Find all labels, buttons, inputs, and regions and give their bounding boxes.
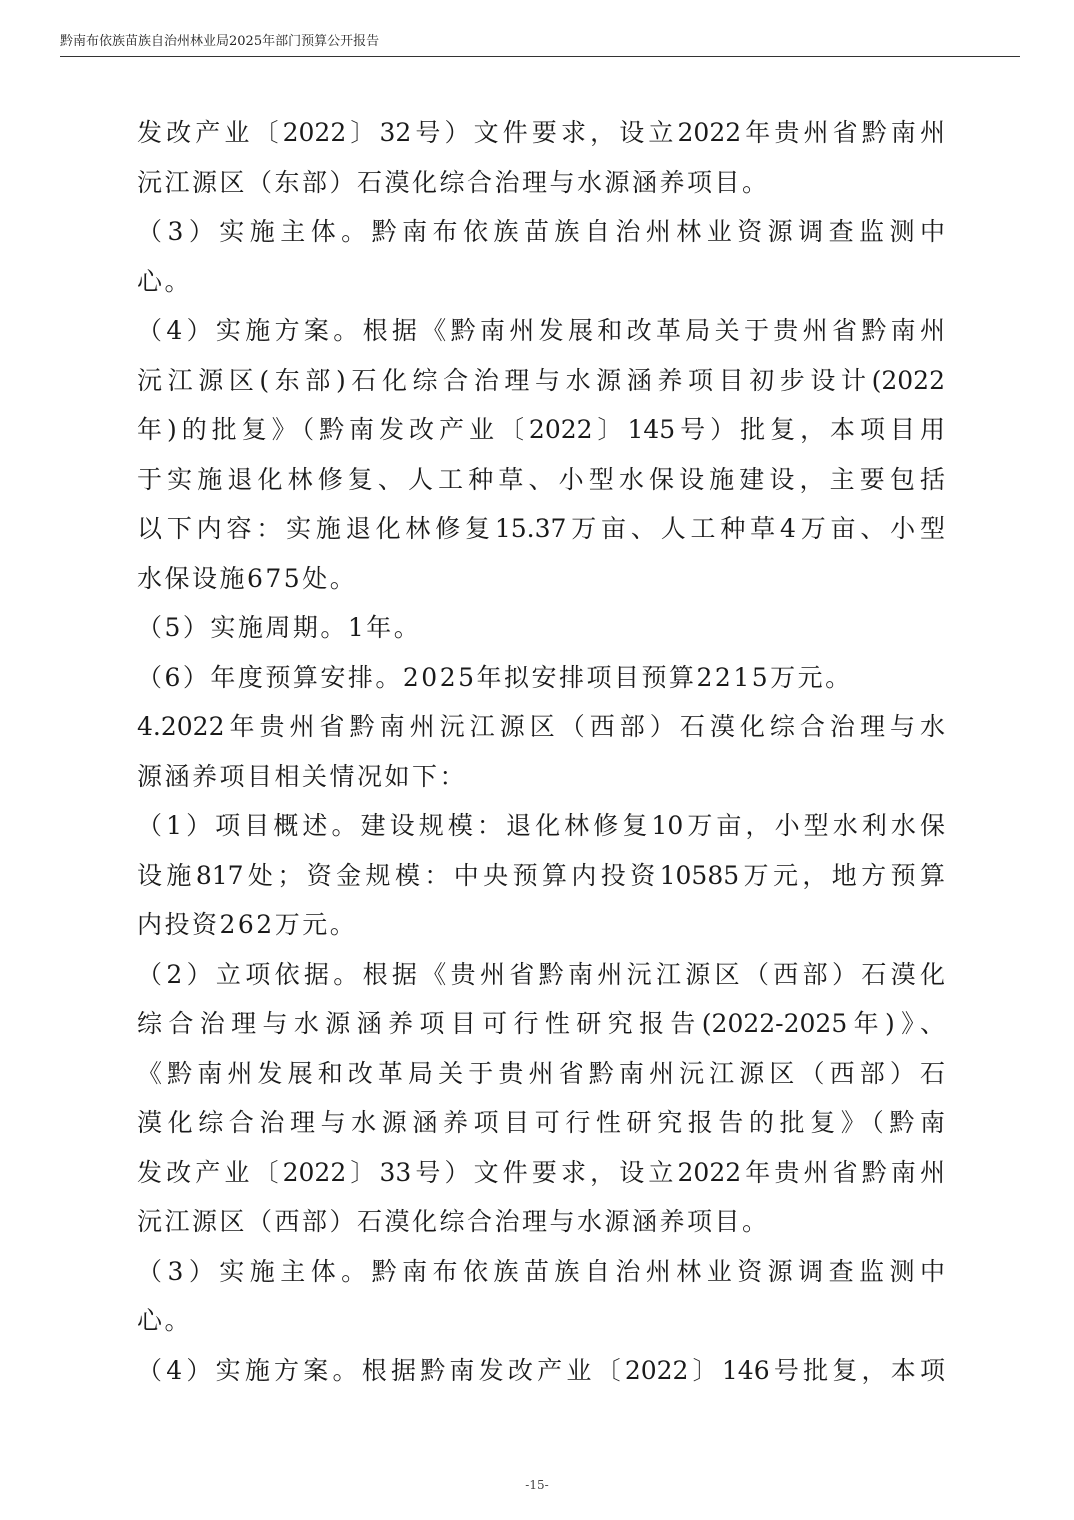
body-line: 心。 <box>137 1306 193 1335</box>
body-line: （6）年度预算安排。2025年拟安排项目预算2215万元。 <box>137 662 853 692</box>
body-line: 于实施退化林修复、人工种草、小型水保设施建设，主要包括 <box>137 464 945 494</box>
body-line: 沅江源区（西部）石漠化综合治理与水源涵养项目。 <box>137 1207 770 1236</box>
header-title: 黔南布依族苗族自治州林业局2025年部门预算公开报告 <box>60 34 380 49</box>
body-line: 内投资262万元。 <box>137 910 358 939</box>
body-line: （4）实施方案。根据《黔南州发展和改革局关于贵州省黔南州 <box>137 316 945 345</box>
body-line: （3）实施主体。黔南布依族苗族自治州林业资源调查监测中 <box>137 217 945 246</box>
body-line: （3）实施主体。黔南布依族苗族自治州林业资源调查监测中 <box>137 1256 945 1286</box>
body-line: 发改产业〔2022〕33号）文件要求，设立2022年贵州省黔南州 <box>137 1157 945 1187</box>
body-line: （2）立项依据。根据《贵州省黔南州沅江源区（西部）石漠化 <box>137 959 945 989</box>
body-line: 沅江源区（东部）石漠化综合治理与水源涵养项目。 <box>137 167 770 197</box>
body-line: 沅江源区(东部)石化综合治理与水源涵养项目初步设计(2022 <box>137 365 945 395</box>
body-line: 《黔南州发展和改革局关于贵州省黔南州沅江源区（西部）石 <box>137 1058 945 1088</box>
page-header <box>60 30 1020 57</box>
body-line: 漠化综合治理与水源涵养项目可行性研究报告的批复》（黔南 <box>137 1108 945 1137</box>
body-line: 综合治理与水源涵养项目可行性研究报告(2022-2025年)》、 <box>137 1009 945 1038</box>
body-line: 心。 <box>137 266 193 296</box>
body-line: 以下内容：实施退化林修复15.37万亩、人工种草4万亩、小型 <box>137 514 945 543</box>
body-line: （5）实施周期。1年。 <box>137 613 422 642</box>
body-line: 年)的批复》（黔南发改产业〔2022〕145号）批复，本项目用 <box>137 415 945 444</box>
body-line: 发改产业〔2022〕32号）文件要求，设立2022年贵州省黔南州 <box>137 118 945 147</box>
body-line: （4）实施方案。根据黔南发改产业〔2022〕146号批复，本项 <box>137 1355 945 1385</box>
body-line: 源涵养项目相关情况如下： <box>137 761 468 791</box>
page-number: -15- <box>525 1478 549 1492</box>
body-line: 设施817处；资金规模：中央预算内投资10585万元，地方预算 <box>137 860 945 890</box>
document-body <box>137 108 945 1395</box>
body-line: 4.2022年贵州省黔南州沅江源区（西部）石漠化综合治理与水 <box>137 712 945 741</box>
body-line: 水保设施675处。 <box>137 563 358 593</box>
body-line: （1）项目概述。建设规模：退化林修复10万亩，小型水利水保 <box>137 811 945 840</box>
